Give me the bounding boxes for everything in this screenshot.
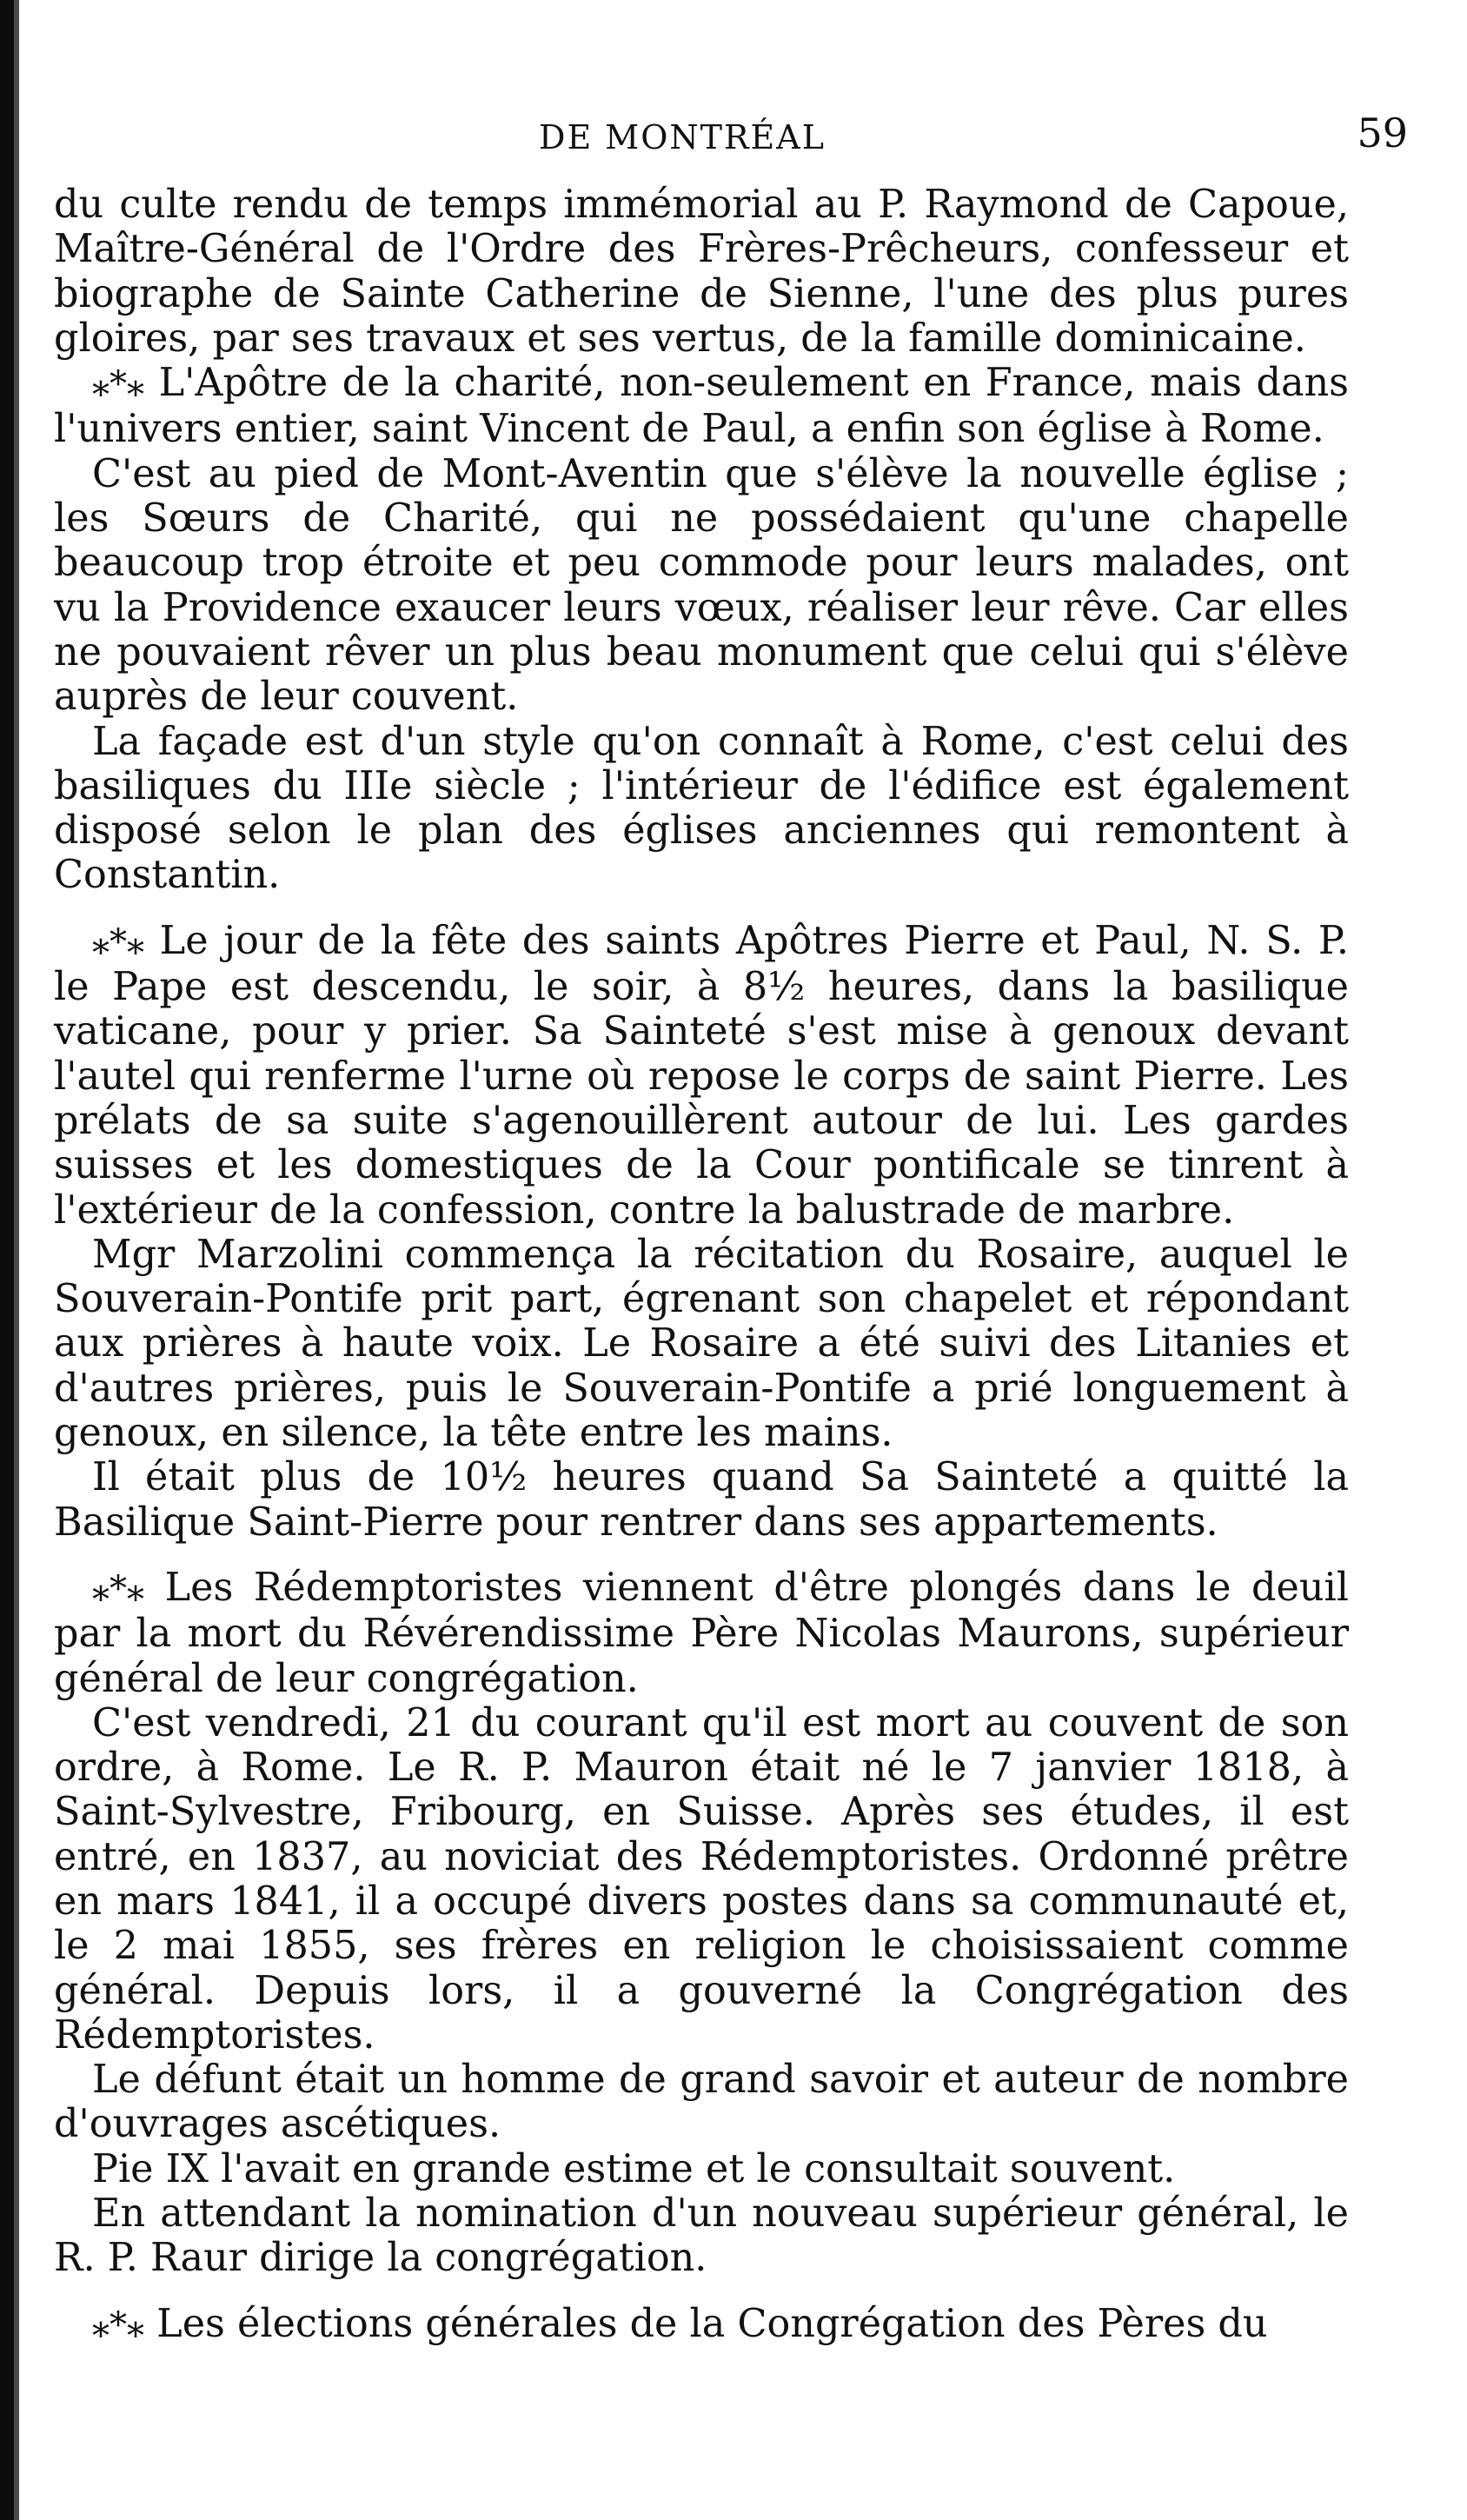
paragraph: C'est au pied de Mont-Aventin que s'élève la nouvelle église ; les Sœurs de Charité, qui ne possédaient qu'une chapelle beaucoup trop étroite et peu commode pour leurs malades, ont vu la Providence exaucer leurs vœux, réaliser leur rêve. Car elles ne pouvaient rêver un plus beau monument que celui qui s'élève auprès de leur couvent. — [54, 451, 1349, 720]
paragraph: ⁎*⁎ Les Rédemptoristes viennent d'être plongés dans le deuil par la mort du Révérendissime Père Nicolas Maurons, supérieur général de leur congrégation. — [54, 1565, 1349, 1701]
asterism-marker: ⁎*⁎ — [92, 364, 144, 405]
paragraph: La façade est d'un style qu'on connaît à Rome, c'est celui des basiliques du IIIe siècle ; l'intérieur de l'édifice est également disposé selon le plan des églises anciennes qui remontent à Constantin. — [54, 719, 1349, 898]
paragraph: ⁎*⁎ L'Apôtre de la charité, non-seulement en France, mais dans l'univers entier, saint Vincent de Paul, a enfin son église à Rome. — [54, 361, 1349, 452]
page-header — [52, 110, 1408, 162]
page-spine-shadow — [0, 0, 14, 2520]
running-head: DE MONTRÉAL — [539, 118, 826, 156]
paragraph: ⁎*⁎ Les élections générales de la Congrégation des Pères du — [92, 2301, 1268, 2346]
paragraph: C'est vendredi, 21 du courant qu'il est mort au couvent de son ordre, à Rome. Le R. P. Mauron était né le 7 janvier 1818, à Saint-Sylvestre, Fribourg, en Suisse. Après ses études, il est entré, en 1837, au noviciat des Rédemptoristes. Ordonné prêtre en mars 1841, il a occupé divers postes dans sa communauté et, le 2 mai 1855, ses frères en religion le choisissaient comme général. Depuis lors, il a gouverné la Congrégation des Rédemptoristes. — [54, 1700, 1349, 2058]
paragraph: du culte rendu de temps immémorial au P. Raymond de Capoue, Maître-Général de l'Ordre des Frères-Prêcheurs, confesseur et biographe de Sainte Catherine de Sienne, l'une des plus pures gloires, par ses travaux et ses vertus, de la famille dominicaine. — [54, 183, 1349, 361]
page-number: 59 — [1357, 110, 1408, 156]
asterism-marker: ⁎*⁎ — [92, 921, 144, 962]
paragraph: ⁎*⁎ Le jour de la fête des saints Apôtres Pierre et Paul, N. S. P. le Pape est descendu, le soir, à 8½ heures, dans la basilique vaticane, pour y prier. Sa Sainteté s'est mise à genoux devant l'autel qui renferme l'urne où repose le corps de saint Pierre. Les prélats de sa suite s'agenouillèrent autour de lui. Les gardes suisses et les domestiques de la Cour pontificale se tinrent à l'extérieur de la confession, contre la balustrade de marbre. — [54, 918, 1349, 1233]
page-spine-edge — [14, 0, 19, 2520]
page-body — [54, 183, 1349, 2348]
paragraph: En attendant la nomination d'un nouveau supérieur général, le R. P. Raur dirige la congrégation. — [54, 2191, 1349, 2281]
paragraph: Mgr Marzolini commença la récitation du Rosaire, auquel le Souverain-Pontife prit part, égrenant son chapelet et répondant aux prières à haute voix. Le Rosaire a été suivi des Litanies et d'autres prières, puis le Souverain-Pontife a prié longuement à genoux, en silence, la tête entre les mains. — [54, 1232, 1349, 1456]
paragraph: Pie IX l'avait en grande estime et le consultait souvent. — [92, 2146, 1176, 2191]
paragraph: Il était plus de 10½ heures quand Sa Sainteté a quitté la Basilique Saint-Pierre pour rentrer dans ses appartements. — [54, 1455, 1349, 1545]
paragraph: Le défunt était un homme de grand savoir et auteur de nombre d'ouvrages ascétiques. — [54, 2058, 1349, 2147]
asterism-marker: ⁎*⁎ — [92, 2304, 144, 2345]
asterism-marker: ⁎*⁎ — [92, 1568, 144, 1609]
